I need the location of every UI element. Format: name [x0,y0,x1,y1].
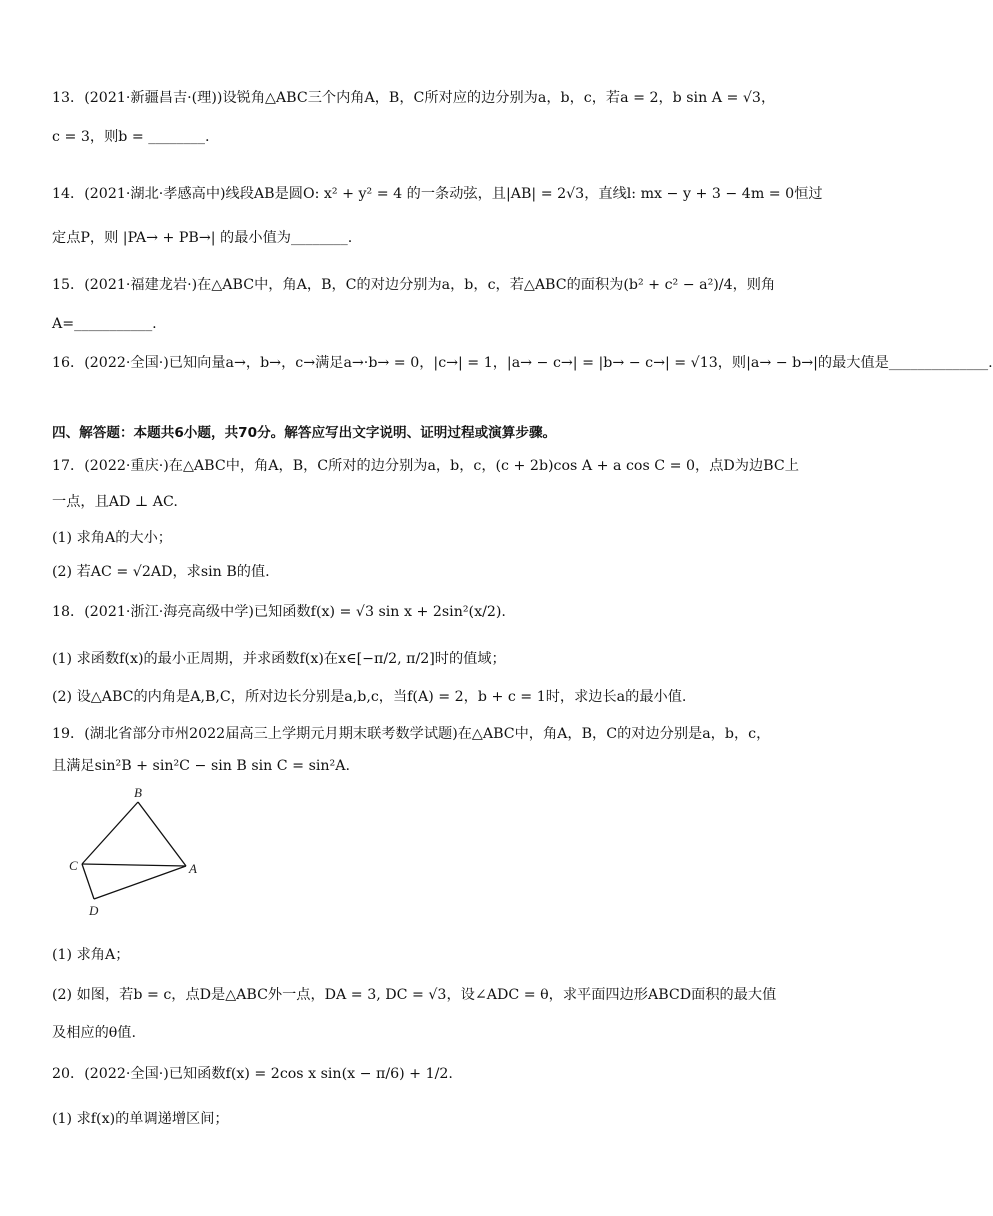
quadrilateral-figure [62,782,212,922]
q19-line-2: 且满足sin²B + sin²C − sin B sin C = sin²A. [52,758,350,774]
q19-part-1: (1) 求角A； [52,947,130,963]
q16-line-1: 16．(2022·全国·)已知向量a→，b→，c→满足a→·b→ = 0，|c→| = 1，|a→ − c→| = |b→ − c→| = √13，则|a→ − b→|的最大值是______________. [52,355,993,371]
vertex-label-b: B [134,785,142,800]
q15-line-2: A=___________. [52,316,157,332]
q20-part-1: (1) 求f(x)的单调递增区间； [52,1111,229,1127]
q17-part-2: (2) 若AC = √2AD，求sin B的值. [52,564,270,580]
edge-ca [82,864,186,866]
q18-part-1: (1) 求函数f(x)的最小正周期，并求函数f(x)在x∈[−π/2, π/2]时的值域； [52,651,506,667]
q20-line-1: 20．(2022·全国·)已知函数f(x) = 2cos x sin(x − π/6) + 1/2. [52,1066,453,1082]
q13-line-2: c = 3，则b = ________. [52,129,210,145]
q14-line-1: 14．(2021·湖北·孝感高中)线段AB是圆O: x² + y² = 4 的一条动弦，且|AB| = 2√3，直线l: mx − y + 3 − 4m = 0恒过 [52,186,823,202]
q14-line-2: 定点P，则 |PA→ + PB→| 的最小值为________. [52,230,353,246]
q19-line-1: 19．(湖北省部分市州2022届高三上学期元月期末联考数学试题)在△ABC中，角A，B，C的对边分别是a，b，c， [52,726,771,742]
q13-line-1: 13．(2021·新疆昌吉·(理))设锐角△ABC三个内角A，B，C所对应的边分别为a，b，c，若a = 2，b sin A = √3， [52,90,776,106]
edge-bc [82,802,138,864]
q17-line-1: 17．(2022·重庆·)在△ABC中，角A，B，C所对的边分别为a，b，c，(c + 2b)cos A + a cos C = 0，点D为边BC上 [52,458,799,474]
q17-line-2: 一点，且AD ⊥ AC. [52,494,178,510]
edge-cd [82,864,94,899]
q19-part-2a: (2) 如图，若b = c，点D是△ABC外一点，DA = 3, DC = √3，设∠ADC = θ，求平面四边形ABCD面积的最大值 [52,987,777,1003]
q15-line-1: 15．(2021·福建龙岩·)在△ABC中，角A，B，C的对边分别为a，b，c，若△ABC的面积为(b² + c² − a²)/4，则角 [52,277,776,293]
q18-part-2: (2) 设△ABC的内角是A,B,C，所对边长分别是a,b,c，当f(A) = 2，b + c = 1时，求边长a的最小值. [52,689,687,705]
vertex-label-d: D [89,903,99,918]
q18-line-1: 18．(2021·浙江·海亮高级中学)已知函数f(x) = √3 sin x + 2sin²(x/2). [52,604,506,620]
q17-part-1: (1) 求角A的大小； [52,530,172,546]
edge-da [94,866,186,899]
q19-part-2b: 及相应的θ值. [52,1025,136,1041]
section-heading: 四、解答题：本题共6小题，共70分。解答应写出文字说明、证明过程或演算步骤。 [52,425,557,441]
edge-ba [138,802,186,866]
vertex-label-c: C [69,858,78,873]
vertex-label-a: A [189,861,197,876]
